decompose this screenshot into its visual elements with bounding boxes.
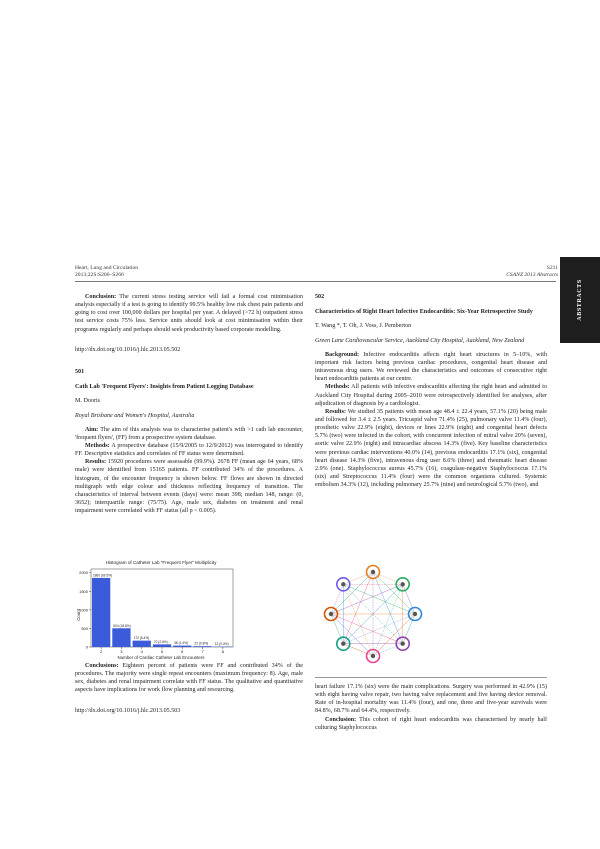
multigraph-edge bbox=[331, 584, 403, 614]
multigraph-node bbox=[400, 582, 404, 586]
multigraph-network bbox=[325, 566, 422, 663]
background-paragraph: Background: Infective endocarditis affects right heart structures in 5–10%, with important risk factors being previous cardiac procedures, congenital heart disease and intravenous drug users. We reviewed the characteristics and outcomes of consecutive right heart endocarditis patients at our centre. bbox=[315, 351, 547, 383]
abstract-affiliation-501: Royal Brisbane and Women's Hospital, Australia bbox=[75, 412, 195, 419]
abstract-number-502: 502 bbox=[315, 294, 325, 300]
multigraph-node bbox=[341, 641, 345, 645]
journal-section: CSANZ 2013 Abstracts bbox=[506, 272, 558, 278]
y-tick-label: 1000 bbox=[79, 607, 88, 613]
histogram-bar bbox=[153, 644, 171, 647]
histogram-bar bbox=[173, 646, 191, 647]
y-tick-label: 500 bbox=[81, 625, 88, 631]
bar-data-label: 1860 (69.5%) bbox=[93, 573, 113, 578]
bar-data-label: 504 (18.8%) bbox=[113, 623, 131, 628]
left-column bbox=[75, 293, 303, 515]
histogram-plot bbox=[79, 569, 233, 654]
multigraph-edge bbox=[343, 572, 373, 644]
header-divider bbox=[75, 281, 556, 282]
multigraph-node bbox=[371, 654, 375, 658]
conclusion-paragraph: Conclusion: The current stress testing service will fail a formal cost minimisation analysis especially if a test is going to identify 99.5% healthy low risk chest pain patients and going to cost over 100,000 dollars per hospital per year. A delayed (>72 h) outpatient stress test service costs 75% less. Service units should look at cost minimisation within their programs regularly and perhaps should seek productivity based corporate modelling. bbox=[75, 294, 303, 333]
histogram-figure bbox=[75, 555, 237, 663]
bar-data-label: 12 (0.4%) bbox=[214, 642, 229, 647]
histogram-bar bbox=[92, 578, 110, 647]
aim-paragraph: Aim: The aim of this analysis was to characterise patient's with >1 cath lab encounter, 'frequent flyers', (FF) from a prospective system database. bbox=[75, 426, 303, 441]
histogram-title: Histogram of Catheter Lab "Frequent Flyer" Multiplicity bbox=[105, 560, 217, 565]
multigraph-node bbox=[413, 612, 417, 616]
page-number: S211 bbox=[546, 265, 558, 271]
section-tab-label: ABSTRACTS bbox=[577, 279, 583, 321]
bar-data-label: 172 (6.4%) bbox=[133, 636, 150, 641]
journal-citation: 2013;22S:S206–S266 bbox=[75, 272, 124, 278]
histogram-bar bbox=[193, 646, 211, 647]
x-tick-label: 6 bbox=[181, 649, 184, 654]
histogram-bar bbox=[112, 628, 130, 647]
multigraph-edge bbox=[343, 614, 415, 644]
doi-link-503[interactable]: http://dx.doi.org/10.1016/j.hlc.2013.05.503 bbox=[75, 707, 181, 714]
multigraph-node bbox=[329, 612, 333, 616]
x-tick-label: 8 bbox=[221, 649, 224, 654]
running-header-right bbox=[400, 265, 558, 279]
results-paragraph-501: Results: 15920 procedures were assessable (99.9%). 2678 FF (mean age 64 years, 68% male) were identified from 15165 patients. FF contributed 34% of the procedures. A histogram, of the encounter frequency is shown below. FF flows are shown in directed multigraph with edge colour and thickness reflecting frequency of transition. The characteristics of interval between events (days) were: mean 398; median 148, range: (0, 3652); interquartile range: (75/75). Age, male sex, diabetes on treatment and renal impairment were correlated with FF status (all p < 0.005). bbox=[75, 459, 303, 515]
doi-link-502[interactable]: http://dx.doi.org/10.1016/j.hlc.2013.05.502 bbox=[75, 346, 181, 353]
figure-divider bbox=[315, 677, 547, 678]
abstract-affiliation-502: Green Lane Cardiovascular Service, Auckland City Hospital, Auckland, New Zealand bbox=[315, 337, 525, 344]
y-tick-label: 2000 bbox=[79, 570, 88, 576]
multigraph-node bbox=[371, 570, 375, 574]
bar-data-label: 22 (0.8%) bbox=[194, 641, 209, 646]
multigraph-edge bbox=[373, 572, 403, 644]
conclusions-paragraph-501: Conclusions: Eighteen percent of patients were FF and contributed 34% of the procedures. The majority were single repeat encounters (maximum frequency: 8). Age, male sex, diabetes and renal impairment correlate with FF status. The qualitative and quantitative aspects have implications for work flow planning and resourcing. bbox=[75, 663, 303, 694]
methods-paragraph-502: Methods: All patients with infective endocarditis affecting the right heart and admitted to Auckland City Hospital during 2005–2010 were retrospectively identified for analyses, after adjudication of diagnosis by a cardiologist. bbox=[315, 384, 548, 407]
abstract-authors-501: M. Dooris bbox=[75, 398, 101, 405]
multigraph-edge bbox=[343, 584, 373, 656]
methods-paragraph-501: Methods: A prospective database (15/9/2005 to 12/9/2012) was interrogated to identify FF. Descriptive statistics and correlates of FF status were determined. bbox=[75, 443, 304, 458]
histogram-y-label: Count bbox=[76, 609, 81, 621]
multigraph-edge bbox=[343, 584, 415, 614]
abstract-title-502: Characteristics of Right Heart Infective Endocarditis: Six-Year Retrospective Study bbox=[315, 309, 533, 316]
conclusion-paragraph-502: Conclusion: This cohort of right heart endocarditis was characterised by nearly half culturing Staphylococcus bbox=[315, 716, 547, 731]
multigraph-node bbox=[341, 582, 345, 586]
results-continued-paragraph: heart failure 17.1% (six) were the main complications. Surgery was performed in 42.9% (15) with eight having valve repair, two having valve replacement and five having device removal. Rate of in-hospital mortality was 11.4% (four), and one, three and five-year survivals were 84.8%, 68.7% and 64.4%, respectively. bbox=[315, 684, 547, 715]
x-tick-label: 4 bbox=[140, 649, 143, 654]
x-tick-label: 7 bbox=[201, 649, 204, 654]
y-tick-label: 1500 bbox=[79, 588, 88, 594]
multigraph-edge bbox=[331, 614, 403, 644]
bar-data-label: 38 (1.4%) bbox=[174, 641, 188, 646]
journal-name: Heart, Lung and Circulation bbox=[75, 265, 139, 271]
abstract-title-501: Cath Lab 'Frequent Flyers': Insights from Patient Logging Database bbox=[75, 384, 254, 391]
multigraph-figure bbox=[315, 558, 440, 670]
multigraph-edge bbox=[373, 584, 403, 656]
right-column-bottom bbox=[315, 683, 547, 732]
x-tick-label: 5 bbox=[160, 649, 164, 654]
multigraph-node bbox=[400, 641, 404, 645]
histogram-x-label: Number of Cardiac Catheter Lab Encounters bbox=[117, 655, 205, 660]
section-tab bbox=[560, 257, 600, 343]
x-tick-label: 2 bbox=[100, 649, 103, 654]
x-tick-label: 3 bbox=[120, 649, 123, 654]
bar-data-label: 70 (2.6%) bbox=[153, 639, 168, 644]
y-tick-label: 0 bbox=[85, 644, 88, 650]
running-header-left bbox=[75, 265, 138, 279]
right-column bbox=[315, 293, 547, 489]
abstract-authors-502: T. Wang *, T. Oh, J. Voss, J. Pemberton bbox=[315, 323, 412, 330]
results-paragraph-502: Results: We studied 35 patients with mean age 48.4 ± 22.4 years, 57.1% (20) being male and followed for 3.4 ± 2.5 years. Tricuspid valve 71.4% (25), pulmonary valve 11.4% (four), prosthetic valve 22.9% (eight), devices or lines 22.9% (eight) and congenital heart defects 5.7% (two) were infected in the cohort, with concurrent infection of mitral valve 20% (seven), aortic valve 22.9% (eight) and intracardiac abscess 14.3% (five). Key baseline characteristics were previous cardiac interventions 40.0% (14), previous endocarditis 17.1% (six), congenital heart disease 14.3% (five), intravenous drug user 8.6% (three) and rheumatic heart disease 2.9% (one). Staphylococcus aureus 45.7% (16), coagulase-negative Staphylococcus 17.1% (six) and Streptococcus 11.4% (four) were the common organisms cultured. Systemic embolism 34.3% (12), including pulmonary 25.7% (nine) and neurological 5.7% (two), and bbox=[315, 408, 547, 489]
histogram-bar bbox=[133, 641, 151, 647]
left-column-bottom bbox=[75, 662, 303, 729]
abstract-number-501: 501 bbox=[75, 368, 85, 375]
